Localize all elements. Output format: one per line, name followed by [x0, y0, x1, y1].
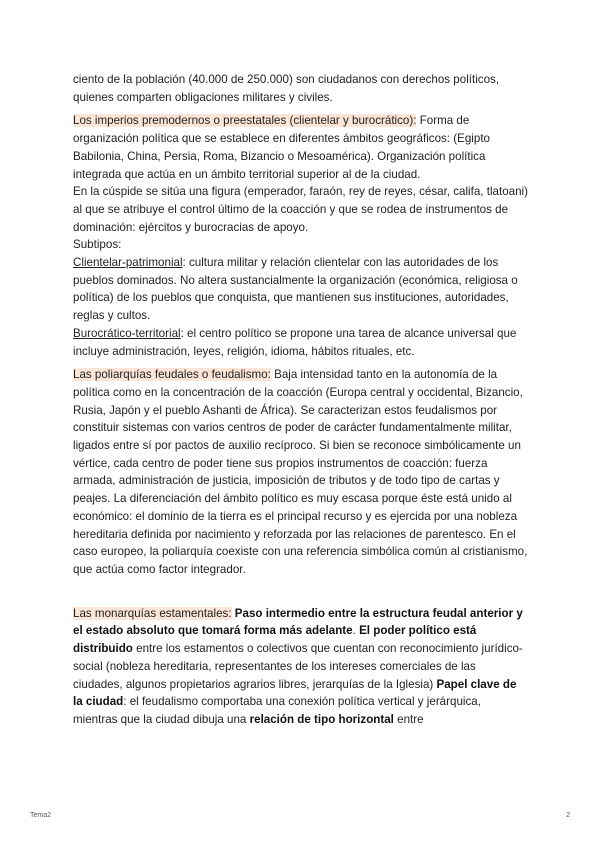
section-poliarquias	[73, 366, 528, 578]
monarquias-bold3: Papel clave de la ciudad	[73, 677, 517, 709]
imperios-text: Forma de organización política que se establece en diferentes ámbitos geográficos: (Egipto Babilonia, China, Persia, Roma, Bizancio o Mesoamérica). Organización política integrada que actúa en un ámbito territorial superior al de la ciudad.	[73, 114, 490, 181]
monarquias-bold4: relación de tipo horizontal	[249, 712, 394, 726]
burocratico-label: Burocrático-territorial	[73, 326, 181, 340]
imperios-subtipos: Subtipos:	[73, 238, 122, 252]
burocratico-text: : el centro político se propone una tarea de alcance universal que incluye administración, leyes, religión, idioma, hábitos rituales, etc.	[73, 326, 517, 358]
footer-page-number: 2	[566, 812, 570, 819]
monarquias-bold2: El poder político está distribuido	[73, 624, 477, 656]
footer-doc-name: Tema2	[30, 812, 52, 819]
monarquias-bold1: Paso intermedio entre la estructura feudal anterior y el estado absoluto que tomará forma más adelante	[73, 606, 523, 638]
poliarquias-text: Baja intensidad tanto en la autonomía de la política como en la concentración de la coacción (Europa central y occidental, Bizancio, Rusia, Japón y el pueblo Ashanti de África). Se caracterizan estos feudalismos por constituir sistemas con varios centros de poder de carácter fundamentalmente militar, ligados entre sí por pactos de auxilio recíproco. Si bien se reconoce simbólicamente un vértice, cada centro de poder tiene sus propios instrumentos de coacción: fuerza armada, administración de justicia, imposición de tributos y de todo tipo de cartas y peajes. La diferenciación del ámbito político es muy escasa porque éste está unido al económico: el dominio de la tierra es el principal recurso y es ejercida por una nobleza hereditaria definida por nacimiento y reforzada por las relaciones de parentesco. En el caso europeo, la poliarquía coexiste con una referencia simbólica común al cristianismo, que actúa como factor integrador.	[73, 368, 528, 576]
paragraph-intro: ciento de la población (40.000 de 250.000) son ciudadanos con derechos políticos, quienes comparten obligaciones militares y civiles.	[73, 73, 500, 104]
section-monarquias	[73, 605, 528, 729]
monarquias-t3: : el feudalismo comportaba una conexión política vertical y jerárquica, mientras que la ciudad dibuja una	[73, 695, 481, 726]
heading-monarquias: Las monarquías estamentales:	[73, 606, 232, 620]
section-imperios	[73, 112, 528, 360]
monarquias-t4: entre	[393, 712, 424, 726]
clientelar-text: : cultura militar y relación clientelar con las autoridades de los pueblos dominados. No altera sustancialmente la organización (económica, religiosa o política) de los pueblos que conquista, que mantienen sus instituciones, autoridades, reglas y cultos.	[73, 256, 518, 323]
imperios-line2: En la cúspide se sitúa una figura (emperador, faraón, rey de reyes, césar, califa, tlatoani) al que se atribuye el control último de la coacción y que se rodea de instrumentos de dominación: ejércitos y burocracias de apoyo.	[73, 185, 528, 234]
heading-poliarquias: Las poliarquías feudales o feudalismo:	[73, 368, 271, 382]
document-body	[73, 71, 528, 729]
monarquias-t2: entre los estamentos o colectivos que cuentan con reconocimiento jurídico-social (nobleza hereditaria, representantes de los intereses comerciales de las ciudades, algunos propietarios agrarios libres, jerarquías de la Iglesia)	[73, 642, 523, 691]
clientelar-label: Clientelar-patrimonial	[73, 256, 183, 270]
heading-imperios: Los imperios premodernos o preestatales (clientelar y burocrático):	[73, 114, 417, 128]
monarquias-t1: .	[352, 624, 360, 638]
